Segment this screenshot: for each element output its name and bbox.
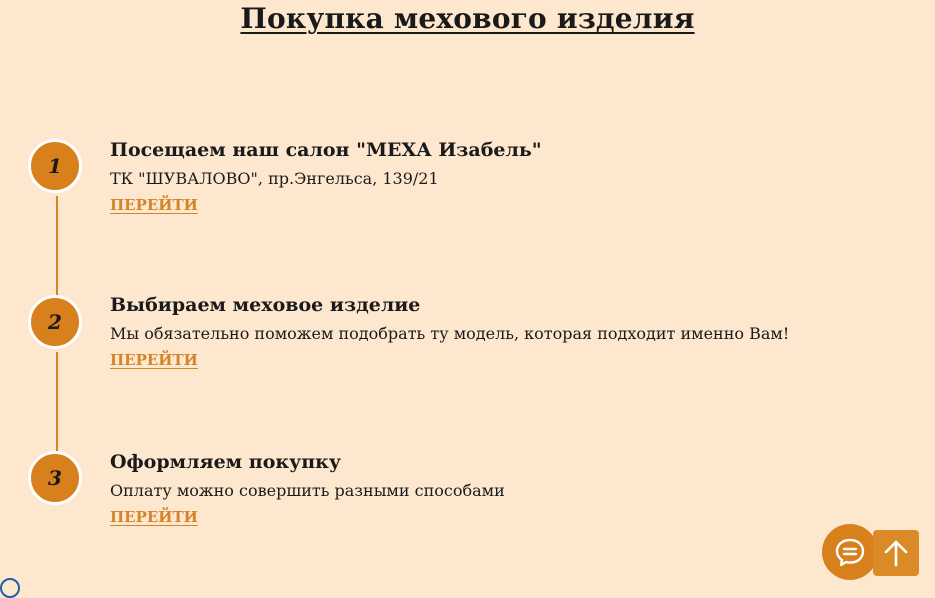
chat-bubble-icon [834, 537, 866, 567]
step-description: Оплату можно совершить разными способами [110, 481, 505, 500]
step-title: Оформляем покупку [110, 451, 342, 473]
step-number-badge [28, 451, 82, 505]
timeline-connector [56, 196, 58, 296]
step-description: Мы обязательно поможем подобрать ту модель, которая подходит именно Вам! [110, 324, 790, 343]
scroll-to-top-button[interactable] [873, 530, 919, 576]
step-item [110, 451, 910, 527]
step-item [110, 139, 910, 215]
step-number: 2 [48, 310, 62, 334]
partial-widget-icon [0, 578, 20, 598]
arrow-up-icon [883, 539, 909, 567]
step-go-link[interactable]: ПЕРЕЙТИ [110, 351, 198, 369]
timeline-connector [56, 352, 58, 452]
step-number-badge [28, 139, 82, 193]
chat-widget-button[interactable] [822, 524, 878, 580]
step-go-link[interactable]: ПЕРЕЙТИ [110, 196, 198, 214]
step-number: 1 [48, 154, 62, 178]
step-number-badge [28, 295, 82, 349]
step-title: Посещаем наш салон "МЕХА Изабель" [110, 139, 542, 161]
step-go-link[interactable]: ПЕРЕЙТИ [110, 508, 198, 526]
step-item [110, 294, 910, 370]
step-number: 3 [48, 466, 62, 490]
page-title: Покупка мехового изделия [240, 2, 695, 35]
step-title: Выбираем меховое изделие [110, 294, 421, 316]
step-description: ТК "ШУВАЛОВО", пр.Энгельса, 139/21 [110, 169, 439, 188]
